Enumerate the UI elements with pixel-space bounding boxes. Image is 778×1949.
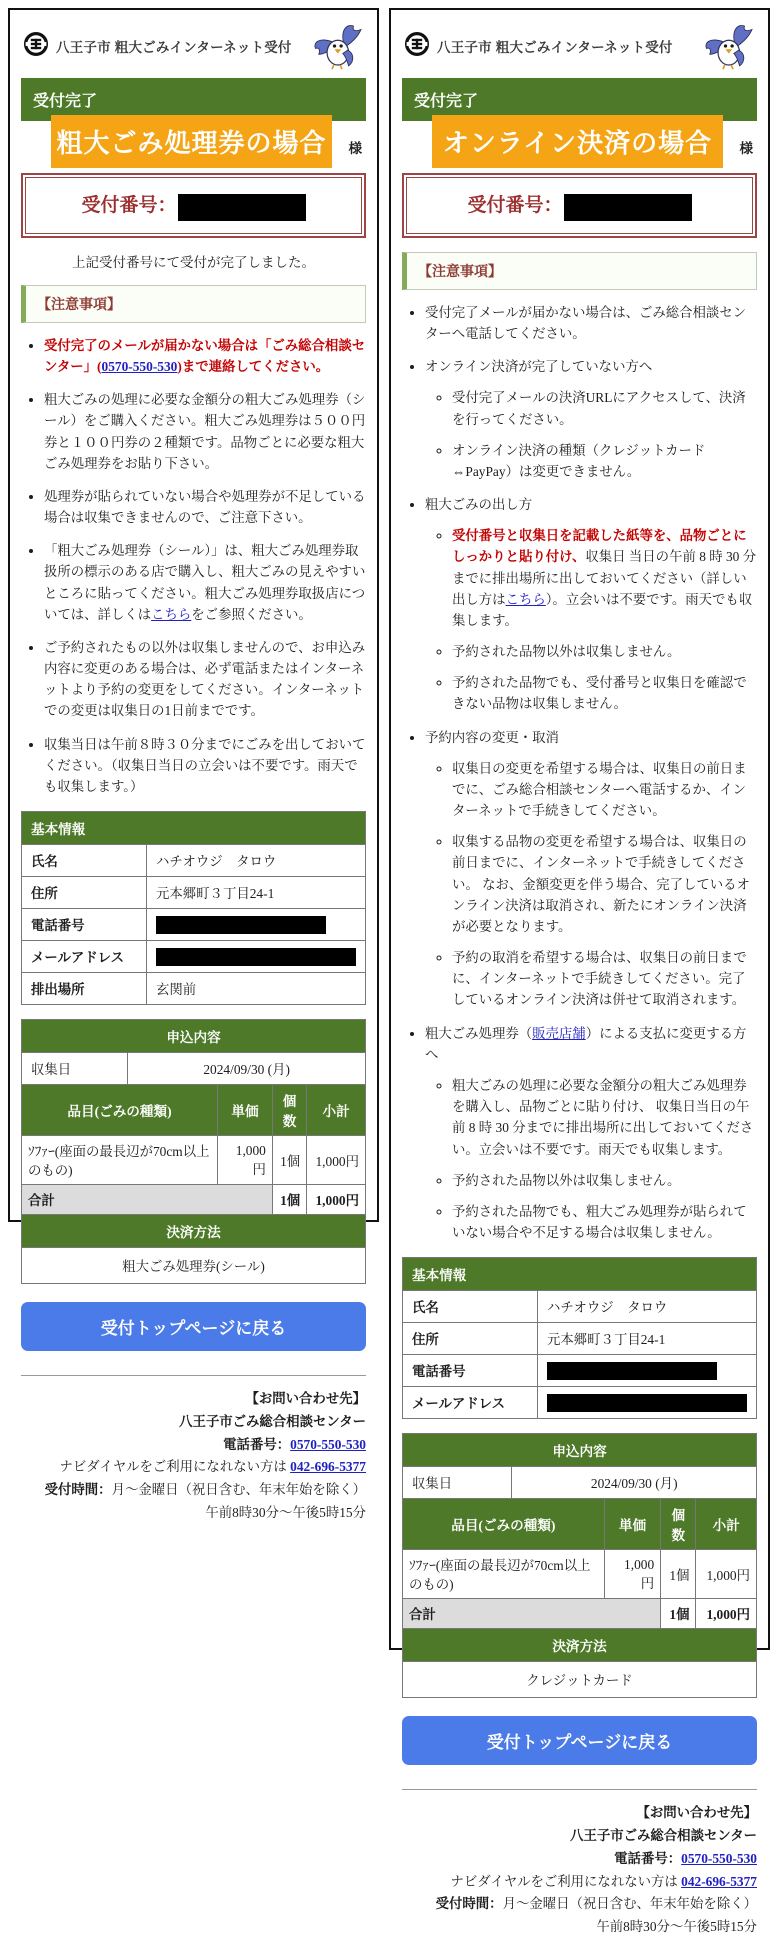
table-row	[22, 909, 366, 941]
hachioji-city-crest-icon	[404, 31, 430, 62]
navi-phone-line	[402, 1871, 757, 1894]
hours-label: 受付時間：	[44, 1482, 112, 1498]
row-label: メールアドレス	[22, 941, 147, 973]
page-heading-banner: 受付完了	[402, 78, 757, 121]
items-header-row	[22, 1085, 365, 1136]
basic-info-table	[21, 811, 366, 1005]
items-table	[403, 1499, 756, 1629]
warning-text: 受付完了のメールが届かない場合は「ごみ総合相談センター」(	[44, 337, 366, 374]
item-unit-price: 1,000円	[218, 1136, 273, 1185]
row-label: メールアドレス	[403, 1387, 538, 1419]
ticket-stores-link[interactable]: 販売店舗	[532, 1025, 586, 1041]
navi-phone-link[interactable]: 042-696-5377	[290, 1459, 366, 1475]
item-name: ｿﾌｧｰ(座面の最長辺が70cm以上のもの)	[403, 1550, 604, 1599]
note-text: 粗大ごみ処理券（	[425, 1025, 533, 1041]
table-row	[403, 1387, 757, 1419]
sub-note-item: ◦ オンライン決済の種類（クレジットカード⇔PayPay）は変更できません。	[452, 440, 757, 482]
hours-label: 受付時間：	[435, 1896, 503, 1912]
back-to-top-button[interactable]: 受付トップページに戻る	[402, 1716, 757, 1765]
table-row	[22, 941, 366, 973]
application-table	[402, 1433, 757, 1698]
redacted-receipt-number	[564, 194, 692, 221]
sub-note-item: ◦ 予約された品物以外は収集しません。	[452, 641, 757, 662]
footer	[21, 1375, 366, 1525]
table-row	[403, 1355, 757, 1387]
collection-date-row	[403, 1467, 756, 1499]
row-value	[147, 941, 366, 973]
completion-message: 上記受付番号にて受付が完了しました。	[72, 254, 315, 270]
hours-text: 月～金曜日（祝日含む、年末年始を除く）	[502, 1896, 757, 1912]
contact-phone-link[interactable]: 0570-550-530	[681, 1850, 757, 1866]
note-item: • 処理券が貼られていない場合や処理券が不足している場合は収集できませんので、ご注意下さい。	[44, 486, 366, 528]
contact-phone-line	[21, 1434, 366, 1457]
payment-method: クレジットカード	[526, 1673, 633, 1689]
table-row	[22, 877, 366, 909]
note-text: 「粗大ごみ処理券（シール）」は、粗大ごみ処理券取扱所の標示のある店で購入し、粗大ごみの見えやすいところに貼ってください。粗大ごみ処理券取扱店については、詳しくは	[44, 543, 366, 622]
row-label: 収集日	[22, 1053, 128, 1084]
table-row	[22, 845, 366, 877]
total-qty: 1個	[272, 1185, 306, 1215]
navi-text: ナビダイヤルをご利用になれない方は	[450, 1873, 682, 1889]
item-subtotal: 1,000円	[696, 1550, 756, 1599]
row-label: 住所	[22, 877, 147, 909]
navi-phone-line	[21, 1456, 366, 1479]
row-label: 排出場所	[22, 973, 147, 1005]
items-header-row	[403, 1499, 756, 1550]
howto-link[interactable]: こちら	[505, 591, 546, 607]
bird-mascot-icon	[310, 22, 364, 70]
row-value	[147, 909, 366, 941]
hours-line	[402, 1893, 757, 1916]
center-phone-link[interactable]: 0570-550-530	[101, 359, 178, 374]
addressee-row	[21, 121, 366, 171]
row-label: 電話番号	[22, 909, 147, 941]
app-header	[21, 18, 366, 78]
app-title: 八王子市 粗大ごみインターネット受付	[437, 40, 673, 55]
row-label: 電話番号	[403, 1355, 538, 1387]
receipt-number-box	[21, 173, 366, 238]
item-name: ｿﾌｧｰ(座面の最長辺が70cm以上のもの)	[22, 1136, 218, 1185]
note-item: • 粗大ごみの処理に必要な金額分の粗大ごみ処理券（シール）をご購入ください。粗大ごみ処理券は５００円券と１００円券の２種類です。品物ごとに必要な粗大ごみ処理券をお貼り下さい。	[44, 389, 366, 474]
contact-phone-line	[402, 1848, 757, 1871]
note-text: ）による支払に変更する方へ	[425, 1025, 747, 1062]
warning-text: )まで連絡してください。	[177, 359, 330, 374]
redacted-email	[156, 948, 356, 966]
row-value	[538, 1355, 757, 1387]
row-value: ハチオウジ タロウ	[538, 1291, 757, 1323]
total-amount: 1,000円	[696, 1599, 756, 1629]
contact-title: 【お問い合わせ先】	[245, 1391, 366, 1407]
col-header: 品目(ごみの種類)	[22, 1085, 218, 1136]
basic-info-table	[402, 1257, 757, 1419]
total-amount: 1,000円	[307, 1185, 365, 1215]
payment-method: 粗大ごみ処理券(シール)	[122, 1259, 265, 1275]
page-heading-banner: 受付完了	[21, 78, 366, 121]
note-item	[425, 1023, 757, 1244]
item-unit-price: 1,000円	[604, 1550, 660, 1599]
navi-text: ナビダイヤルをご利用になれない方は	[59, 1459, 291, 1475]
hours-line2: 午前8時30分～午後5時15分	[205, 1505, 366, 1520]
row-value: 元本郷町３丁目24-1	[538, 1323, 757, 1355]
col-header: 単価	[218, 1085, 273, 1136]
item-qty: 1個	[661, 1550, 696, 1599]
note-text: ）。立会いは不要です。雨天でも収集します。	[452, 591, 753, 628]
basic-info-header: 基本情報	[22, 812, 366, 845]
sub-note-item: ◦ 予約された品物以外は収集しません。	[452, 1170, 757, 1191]
item-qty: 1個	[272, 1136, 306, 1185]
app-header	[402, 18, 757, 78]
app-title: 八王子市 粗大ごみインターネット受付	[56, 40, 292, 55]
bird-mascot-icon	[701, 22, 755, 70]
redacted-receipt-number	[178, 194, 306, 221]
sub-note-item: ◦ 収集日の変更を希望する場合は、収集日の前日までに、ごみ総合相談センターへ電話するか、インターネットで手続きしてください。	[452, 758, 757, 822]
row-value: 2024/09/30 (月)	[590, 1476, 678, 1492]
col-header: 品目(ごみの種類)	[403, 1499, 604, 1550]
col-header: 個数	[272, 1085, 306, 1136]
hachioji-city-crest-icon	[23, 31, 49, 62]
collection-date-row	[22, 1053, 365, 1085]
total-qty: 1個	[661, 1599, 696, 1629]
ticket-stores-link[interactable]: こちら	[151, 606, 192, 622]
warning-text: 受付番号と収集日を記載した紙等を、品物ごとにしっかりと貼り付け、	[452, 528, 747, 565]
sub-note-item: ◦ 予約された品物でも、粗大ごみ処理券が貼られていない場合や不足する場合は収集しません。	[452, 1201, 757, 1243]
sub-notes-list	[425, 525, 757, 714]
note-item: • 受付完了メールが届かない場合は、ごみ総合相談センターへ電話してください。	[425, 302, 757, 344]
sub-note-item: ◦ 予約の取消を希望する場合は、収集日の前日までに、インターネットで手続きしてください。完了しているオンライン決済は併せて取消されます。	[452, 947, 757, 1011]
redacted-phone	[156, 916, 326, 934]
row-value	[538, 1387, 757, 1419]
redacted-phone	[547, 1362, 717, 1380]
application-header: 申込内容	[22, 1020, 365, 1053]
col-header: 小計	[696, 1499, 756, 1550]
table-row	[403, 1291, 757, 1323]
note-text: 収集日 当日の午前 8 時 30 分までに排出場所に出しておいてください（詳しい出し方は	[452, 549, 757, 607]
contact-phone-link[interactable]: 0570-550-530	[290, 1436, 366, 1452]
panel-sticker-payment-case	[8, 8, 379, 1520]
total-label: 合計	[22, 1185, 272, 1215]
sub-note-item	[452, 525, 757, 631]
note-text: をご参照ください。	[191, 606, 312, 622]
row-label: 収集日	[403, 1467, 512, 1498]
addressee-row	[402, 121, 757, 171]
note-item	[425, 727, 757, 1011]
row-label: 氏名	[403, 1291, 538, 1323]
application-table	[21, 1019, 366, 1284]
payment-header: 決済方法	[403, 1629, 756, 1662]
navi-phone-link[interactable]: 042-696-5377	[681, 1873, 757, 1889]
table-row	[22, 973, 366, 1005]
total-row	[403, 1599, 756, 1629]
footer	[402, 1789, 757, 1939]
note-item: • 収集当日は午前８時３０分までにごみを出しておいてください。（収集日当日の立会いは不要です。雨天でも収集します。）	[44, 734, 366, 798]
note-item	[425, 494, 757, 715]
item-subtotal: 1,000円	[307, 1136, 365, 1185]
name-honorific: 様	[739, 141, 753, 156]
note-item	[44, 540, 366, 625]
hours-text: 月～金曜日（祝日含む、年末年始を除く）	[111, 1482, 366, 1498]
note-text: 粗大ごみの出し方	[425, 497, 533, 513]
sub-notes-list	[425, 387, 757, 482]
contact-center-name: 八王子市ごみ総合相談センター	[179, 1413, 366, 1429]
note-text: オンライン決済が完了していない方へ	[425, 359, 653, 375]
row-value: 元本郷町３丁目24-1	[147, 877, 366, 909]
name-honorific: 様	[348, 141, 362, 156]
contact-title: 【お問い合わせ先】	[636, 1805, 757, 1821]
notes-list	[21, 335, 366, 797]
receipt-number-box	[402, 173, 757, 238]
total-row	[22, 1185, 365, 1215]
hours-line	[21, 1479, 366, 1502]
item-row	[403, 1550, 756, 1599]
table-row	[403, 1323, 757, 1355]
col-header: 単価	[604, 1499, 660, 1550]
case-overlay-label: オンライン決済の場合	[432, 115, 723, 168]
phone-label: 電話番号：	[223, 1436, 291, 1452]
case-overlay-label: 粗大ごみ処理券の場合	[51, 115, 332, 168]
phone-label: 電話番号：	[614, 1850, 682, 1866]
sub-note-item: ◦ 粗大ごみの処理に必要な金額分の粗大ごみ処理券を購入し、品物ごとに貼り付け、 収集日当日の午前 8 時 30 分までに排出場所に出しておいてください。立会いは不要です。雨天でも収集します。	[452, 1075, 757, 1160]
sub-note-item: ◦ 予約された品物でも、受付番号と収集日を確認できない品物は収集しません。	[452, 672, 757, 714]
note-item	[425, 356, 757, 482]
row-label: 住所	[403, 1323, 538, 1355]
row-label: 氏名	[22, 845, 147, 877]
notice-title: 【注意事項】	[402, 252, 757, 290]
row-value: 2024/09/30 (月)	[203, 1062, 290, 1078]
note-item	[44, 335, 366, 377]
payment-header: 決済方法	[22, 1215, 365, 1248]
sub-note-item: ◦ 収集する品物の変更を希望する場合は、収集日の前日までに、インターネットで手続きしてください。 なお、金額変更を伴う場合、完了しているオンライン決済は取消され、新たにオンライン決済が必要となります。	[452, 831, 757, 937]
col-header: 個数	[661, 1499, 696, 1550]
receipt-number-label: 受付番号：	[81, 195, 177, 216]
total-label: 合計	[403, 1599, 661, 1629]
redacted-email	[547, 1394, 747, 1412]
sub-notes-list	[425, 758, 757, 1011]
contact-center-name: 八王子市ごみ総合相談センター	[570, 1827, 757, 1843]
receipt-number-label: 受付番号：	[467, 195, 563, 216]
col-header: 小計	[307, 1085, 365, 1136]
basic-info-header: 基本情報	[403, 1258, 757, 1291]
notice-title: 【注意事項】	[21, 285, 366, 323]
note-text: 予約内容の変更・取消	[425, 729, 559, 745]
item-row	[22, 1136, 365, 1185]
hours-line2: 午前8時30分～午後5時15分	[596, 1919, 757, 1935]
panel-online-payment-case	[389, 8, 770, 1935]
sub-note-item: ◦ 受付完了メールの決済URLにアクセスして、決済を行ってください。	[452, 387, 757, 429]
row-value: ハチオウジ タロウ	[147, 845, 366, 877]
items-table	[22, 1085, 365, 1215]
sub-notes-list	[425, 1075, 757, 1243]
application-header: 申込内容	[403, 1434, 756, 1467]
note-item: • ご予約されたもの以外は収集しませんので、お申込み内容に変更のある場合は、必ず電話またはインターネットより予約の変更をしてください。インターネットでの変更は収集日の1日前までです。	[44, 637, 366, 722]
notes-list	[402, 302, 757, 1243]
row-value: 玄関前	[147, 973, 366, 1005]
back-to-top-button[interactable]: 受付トップページに戻る	[21, 1302, 366, 1351]
